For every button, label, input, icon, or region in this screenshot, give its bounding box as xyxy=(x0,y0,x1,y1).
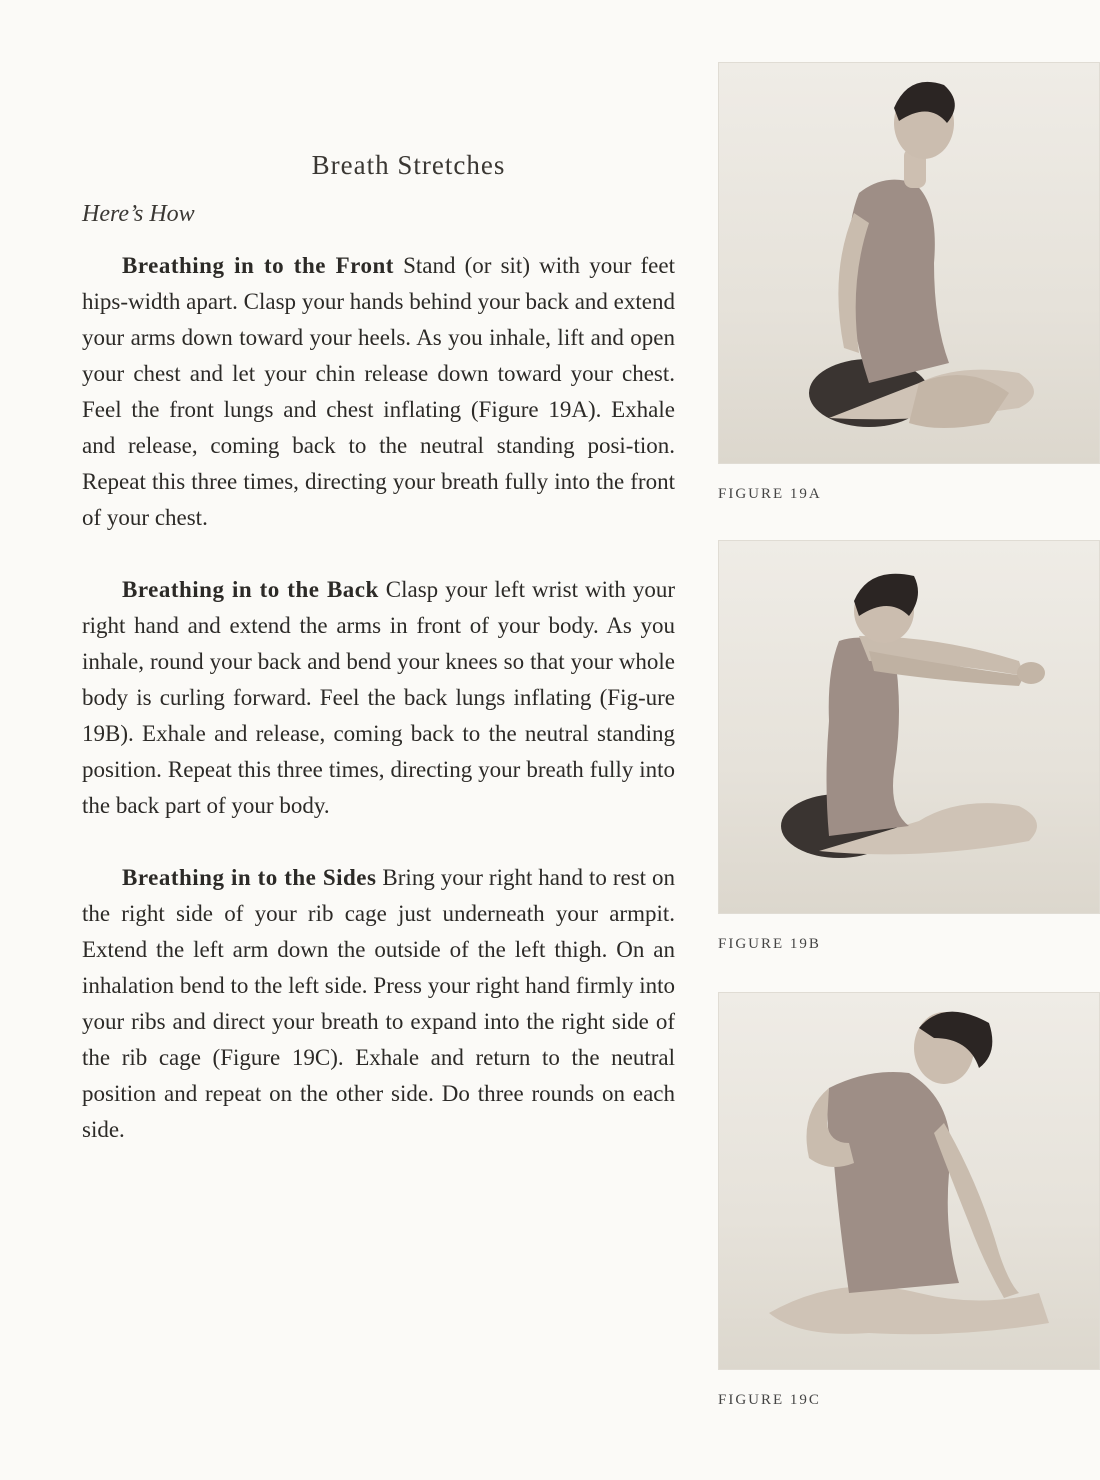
figure-caption: FIGURE 19C xyxy=(718,1392,821,1408)
figure-19a xyxy=(718,62,1098,503)
paragraph-body: Stand (or sit) with your feet hips-width apart. Clasp your hands behind your back and extend your arms down toward your heels. As you inhale, lift and open your chest and let your chin release down toward your chest. Feel the front lungs and chest inflating (Figure 19A). Exhale and release, coming back to the neutral standing posi-tion. Repeat this three times, directing your breath fully into the front of your chest. xyxy=(82,253,675,530)
figure-19c xyxy=(718,992,1098,1409)
paragraph-lead: Breathing in to the Front xyxy=(122,253,394,278)
figure-photo xyxy=(718,540,1100,914)
figure-photo xyxy=(718,992,1100,1370)
figure-caption: FIGURE 19B xyxy=(718,936,821,952)
paragraph-body: Clasp your left wrist with your right hand and extend the arms in front of your body. As you inhale, round your back and bend your knees so that your whole body is curling forward. Feel the back lungs inflating (Fig-ure 19B). Exhale and release, coming back to the neutral standing position. Repeat this three times, directing your breath fully into the back part of your body. xyxy=(82,577,675,818)
paragraph-front xyxy=(82,248,675,536)
paragraph-body: Bring your right hand to rest on the right side of your rib cage just underneath your armpit. Extend the left arm down the outside of the left thigh. On an inhalation bend to the left side. Press your right hand firmly into your ribs and direct your breath to expand into the right side of the rib cage (Figure 19C). Exhale and return to the neutral position and repeat on the other side. Do three rounds on each side. xyxy=(82,865,676,1142)
paragraph-lead: Breathing in to the Sides xyxy=(122,865,377,890)
section-subtitle: Here’s How xyxy=(82,201,195,227)
page-title: Breath Stretches xyxy=(311,150,506,180)
paragraph-back xyxy=(82,572,675,824)
paragraph-sides xyxy=(82,860,675,1148)
figure-photo xyxy=(718,62,1100,464)
figure-19b xyxy=(718,540,1098,953)
paragraph-lead: Breathing in to the Back xyxy=(122,577,379,602)
seated-woman-arms-behind-photo xyxy=(719,63,1099,463)
seated-woman-side-bend-photo xyxy=(719,993,1099,1369)
seated-woman-arms-forward-photo xyxy=(719,541,1099,913)
figure-caption: FIGURE 19A xyxy=(718,486,822,502)
text-column xyxy=(82,150,675,1148)
